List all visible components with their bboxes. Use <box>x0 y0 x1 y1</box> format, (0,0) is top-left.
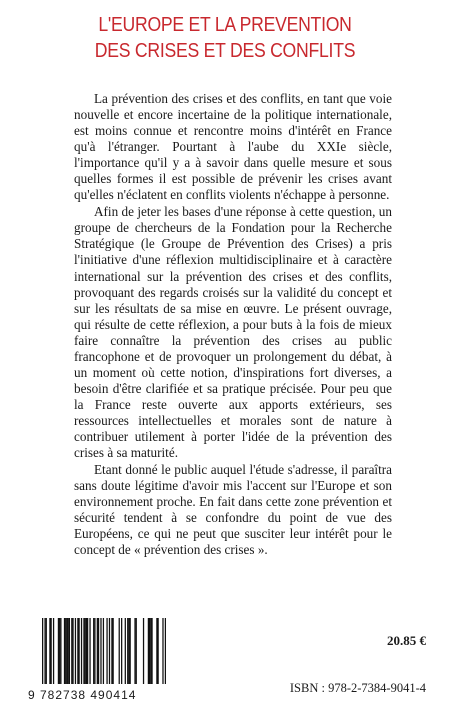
barcode-bars <box>42 618 166 688</box>
book-title-line-2: DES CRISES ET DES CONFLITS <box>94 39 356 62</box>
barcode-digits: 9 782738 490414 <box>28 688 137 702</box>
blurb-paragraph-3: Etant donné le public auquel l'étude s'adresse, il paraîtra sans doute légitime d'avoir mis l'accent sur l'Europe et son environnement proche. En fait dans cette zone prévention et sécurité tendent à se confondre du point de vue des Européens, ce qui ne peut que susciter leur intérêt pour le concept de « prévention des crises ». <box>74 462 392 558</box>
isbn-barcode <box>28 618 178 704</box>
isbn-number: ISBN : 978-2-7384-9041-4 <box>289 681 426 695</box>
blurb-paragraph-2: Afin de jeter les bases d'une réponse à cette question, un groupe de chercheurs de la Fondation pour la Recherche Stratégique (le Groupe de Prévention des Crises) a pris l'initiative d'une réflexion multidisciplinaire et à caractère international sur la prévention des crises et des conflits, provoquant des regards croisés sur la validité du concept et sur les résultats de sa mise en œuvre. Le présent ouvrage, qui résulte de cette réflexion, a pour buts à la fois de mieux faire connaître la prévention des crises au public francophone et de provoquer un prolongement du débat, à un moment où cette notion, d'inspirations fort diverses, a besoin d'être clarifiée et sa pratique précisée. Pour peu que la France reste ouverte aux apports extérieurs, ses ressources intellectuelles et morales sont de nature à contribuer utilement à porter l'idée de la prévention des crises à sa maturité. <box>74 204 392 461</box>
blurb-paragraph-1: La prévention des crises et des conflits, en tant que voie nouvelle et encore incertaine de la politique internationale, est moins connue et rencontre moins d'intérêt en France qu'à l'étranger. Pourtant à l'aube du XXIe siècle, l'importance qu'il y a à savoir dans quelle mesure et sous quelles formes il est possible de prévenir les crises avant qu'elles n'éclatent en conflits violents n'échappe à personne. <box>74 91 392 203</box>
back-cover-blurb <box>74 91 392 558</box>
book-title <box>32 12 419 64</box>
book-title-line-1: L'EUROPE ET LA PREVENTION <box>98 13 352 36</box>
price: 20.85 € <box>387 633 426 648</box>
